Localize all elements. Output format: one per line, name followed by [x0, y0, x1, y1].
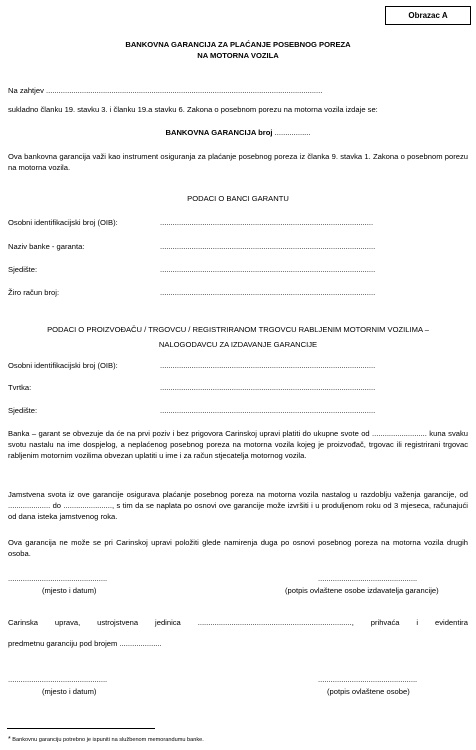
customs-word-1: Carinska — [8, 618, 38, 627]
place-date-caption-2: (mjesto i datum) — [42, 687, 97, 696]
customs-word-7: evidentira — [435, 618, 468, 627]
producer-company-field: ...................................................................................................... — [160, 383, 376, 392]
producer-seat-label: Sjedište: — [8, 406, 38, 415]
footnote-text: Bankovnu garanciju potrebno je ispuniti na službenom memorandumu banke. — [12, 737, 204, 743]
obligation-paragraph: Banka – garant se obvezuje da će na prvi poziv i bez prigovora Carinskoj upravi platiti do ukupne svote od .......................... kuna svaku svotu nastalu na ime dospjelog, a neplaćenog posebnog poreza na motorna vozila kojeg je proizvođač, trgovac ili registrirani trgovac rabljenim motornim vozilima obvezan uplatiti u ime i za račun stjecatelja motornog vozila. — [8, 429, 468, 460]
signature-caption-1: (potpis ovlaštene osobe izdavatelja garancije) — [285, 586, 439, 595]
bank-name-field: ...................................................................................................... — [160, 242, 376, 251]
place-date-caption-1: (mjesto i datum) — [42, 586, 97, 595]
footnote-divider — [7, 728, 155, 729]
place-date-field-1: ............................................... — [8, 574, 108, 583]
bank-seat-label: Sjedište: — [8, 265, 38, 274]
signature-field-2: ............................................... — [318, 675, 418, 684]
customs-receipt-line-1 — [8, 617, 468, 628]
legal-basis: sukladno članku 19. stavku 3. i članku 19.a stavku 6. Zakona o posebnom porezu na motorna vozila izdaje se: — [8, 105, 378, 114]
producer-oib-field: ...................................................................................................... — [160, 361, 376, 370]
customs-word-2: uprava, — [54, 618, 81, 627]
bank-seat-field: ...................................................................................................... — [160, 265, 376, 274]
producer-section-heading-2: NALOGODAVCU ZA IZDAVANJE GARANCIJE — [158, 340, 318, 349]
customs-word-5: prihvaća — [370, 618, 400, 627]
producer-company-label: Tvrtka: — [8, 383, 32, 392]
form-label: Obrazac A — [385, 6, 471, 25]
customs-word-6: i — [416, 618, 419, 627]
no-transfer-paragraph: Ova garancija ne može se pri Carinskoj upravi položiti glede namirenja duga po osnovi posebnog poreza na motorna vozila drugih osoba. — [8, 538, 468, 558]
request-line: Na zahtjev ................................................................................................................................... — [8, 86, 323, 95]
producer-oib-label: Osobni identifikacijski broj (OIB): — [8, 361, 118, 370]
bank-account-field: ...................................................................................................... — [160, 288, 376, 297]
bank-name-label: Naziv banke - garanta: — [8, 242, 85, 251]
footnote — [8, 736, 204, 744]
validity-paragraph: Ova bankovna garancija važi kao instrument osiguranja za plaćanje posebnog poreza iz članka 9. stavka 1. Zakona o posebnom porezu na motorna vozila. — [8, 152, 468, 172]
bank-oib-label: Osobni identifikacijski broj (OIB): — [8, 218, 118, 227]
customs-word-3: ustrojstvena — [97, 618, 139, 627]
guarantee-number-label: BANKOVNA GARANCIJA broj — [165, 128, 273, 137]
customs-receipt-line-2: predmetnu garanciju pod brojem .................... — [8, 639, 162, 648]
producer-seat-field: ...................................................................................................... — [160, 406, 376, 415]
bank-account-label: Žiro račun broj: — [8, 288, 60, 297]
place-date-field-2: ............................................... — [8, 675, 108, 684]
signature-caption-2: (potpis ovlaštene osobe) — [327, 687, 410, 696]
footnote-mark: * — [8, 736, 11, 743]
customs-word-4: jedinica — [155, 618, 181, 627]
signature-field-1: ............................................... — [318, 574, 418, 583]
bank-section-heading: PODACI O BANCI GARANTU — [187, 194, 289, 203]
customs-unit-field: ........................................................................., — [197, 618, 354, 627]
bank-oib-field: ..................................................................................................... — [160, 218, 374, 227]
guarantee-number — [0, 127, 476, 138]
coverage-paragraph: Jamstvena svota iz ove garancije osigurava plaćanje posebnog poreza na motorna vozila nastalog u razdoblju važenja garancije, od .................... do ......................., s tim da se naplata po osnovi ove garancije može izvršiti i u produljenom roku od 3 mjeseca, računajući od dana isteka jamstvenog roka. — [8, 490, 468, 521]
title-line-2: NA MOTORNA VOZILA — [197, 51, 279, 60]
producer-section-heading-1: PODACI O PROIZVOĐAČU / TRGOVCU / REGISTRIRANOM TRGOVCU RABLJENIM MOTORNIM VOZILIMA – — [47, 325, 429, 334]
guarantee-number-field: ................. — [274, 128, 311, 137]
title-line-1: BANKOVNA GARANCIJA ZA PLAĆANJE POSEBNOG POREZA — [125, 40, 351, 49]
